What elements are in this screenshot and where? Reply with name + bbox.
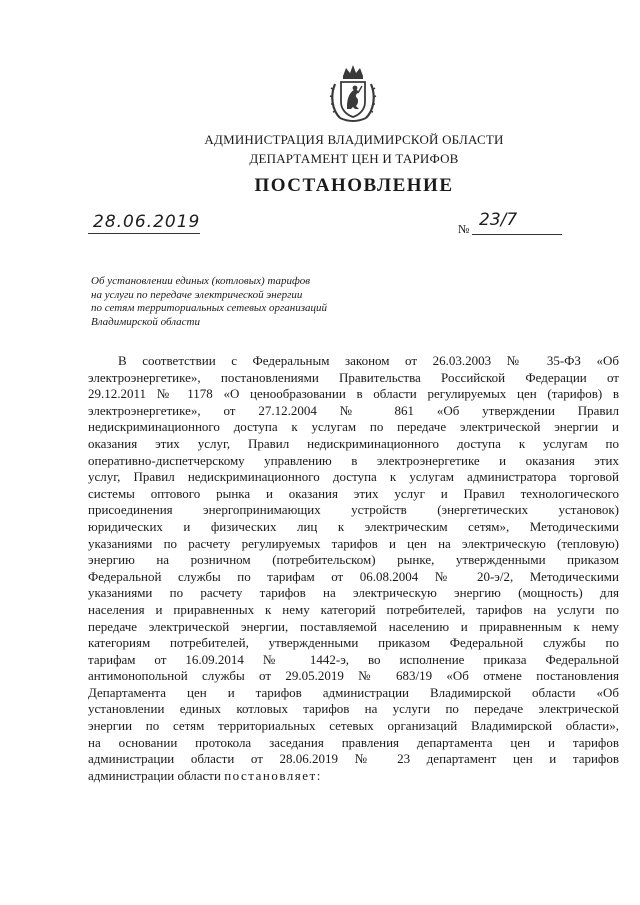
body-line: категориям потребителей, утвержденными приказом Федеральной службы по bbox=[88, 635, 619, 651]
body-line: юридических и физических лиц к электрическим сетям», Методическими bbox=[88, 518, 619, 534]
body-line: системы оптового рынка и оказания этих услуг и Правил технологического bbox=[88, 485, 619, 501]
document-number: 23/7 bbox=[479, 210, 518, 230]
body-line: энергию на розничном (потребительском) рынке, утвержденными приказом bbox=[88, 552, 619, 568]
body-line: услуг, Правил недискриминационного доступа к услугам администратора торговой bbox=[88, 469, 619, 485]
body-line: В соответствии с Федеральным законом от 26.03.2003 № 35-ФЗ «Об bbox=[118, 353, 619, 368]
body-line: указаниями по расчету тарифов на электрическую энергию (мощность) для bbox=[88, 585, 619, 601]
document-body bbox=[88, 353, 619, 784]
body-line: недискриминационного доступа к услугам по передаче электрической энергии и bbox=[88, 419, 619, 435]
subject-line: Об установлении единых (котловых) тарифов bbox=[91, 275, 310, 287]
subject-line: по сетям территориальных сетевых организаций bbox=[91, 302, 327, 314]
organization-name: АДМИНИСТРАЦИЯ ВЛАДИМИРСКОЙ ОБЛАСТИ bbox=[204, 132, 504, 147]
document-date: 28.06.2019 bbox=[93, 212, 201, 232]
body-line: электроэнергетике», от 27.12.2004 № 861 «Об утверждении Правил bbox=[88, 402, 619, 418]
document-subject bbox=[91, 275, 391, 329]
body-line: оказания этих услуг, Правил недискриминационного доступа к услугам по bbox=[88, 435, 619, 451]
body-line: населения и приравненных к нему категорий потребителей, тарифов на услуги по bbox=[88, 601, 619, 617]
body-line: Департамента цен и тарифов администрации Владимирской области «Об bbox=[88, 684, 619, 700]
subject-line: на услуги по передаче электрической энергии bbox=[91, 288, 303, 301]
subject-line: Владимирской области bbox=[91, 315, 200, 328]
body-final-line bbox=[88, 768, 619, 785]
coat-of-arms-icon bbox=[326, 62, 380, 126]
document-title: ПОСТАНОВЛЕНИЕ bbox=[254, 175, 454, 196]
body-line: энергии по сетям территориальных сетевых организаций Владимирской области», bbox=[88, 718, 619, 734]
body-line: передаче электрической энергии, поставляемой населению и приравненным к нему bbox=[88, 618, 619, 634]
body-line: электроэнергетике», постановлениями Правительства Российской Федерации от bbox=[88, 369, 619, 385]
department-name: ДЕПАРТАМЕНТ ЦЕН И ТАРИФОВ bbox=[249, 151, 459, 166]
date-underline bbox=[88, 233, 200, 234]
number-underline bbox=[472, 234, 562, 235]
body-line: антимонопольной службы от 29.05.2019 № 683/19 «Об отмене постановления bbox=[88, 668, 619, 684]
body-line: установлении единых котловых тарифов на услуги по передаче электрической bbox=[88, 701, 619, 717]
body-line: оперативно-диспетчерскому управлению в электроэнергетике и оказания этих bbox=[88, 452, 619, 468]
resolution-verb: постановляет: bbox=[224, 767, 322, 783]
body-line: Федеральной службы по тарифам от 06.08.2004 № 20-э/2, Методическими bbox=[88, 568, 619, 584]
body-line: на основании протокола заседания правления департамента цен и тарифов bbox=[88, 734, 619, 750]
body-final-prefix: администрации области bbox=[88, 767, 225, 783]
body-line: указаниями по расчету регулируемых тарифов и цен на электрическую (тепловую) bbox=[88, 535, 619, 551]
body-line: присоединения энергопринимающих устройств (энергетических установок) bbox=[88, 502, 619, 518]
number-label: № bbox=[458, 222, 470, 236]
body-line: тарифам от 16.09.2014 № 1442-э, во исполнение приказа Федеральной bbox=[88, 651, 619, 667]
body-line: 29.12.2011 № 1178 «О ценообразовании в области регулируемых цен (тарифов) в bbox=[88, 386, 619, 402]
body-line: администрации области от 28.06.2019 № 23 департамент цен и тарифов bbox=[88, 751, 619, 767]
